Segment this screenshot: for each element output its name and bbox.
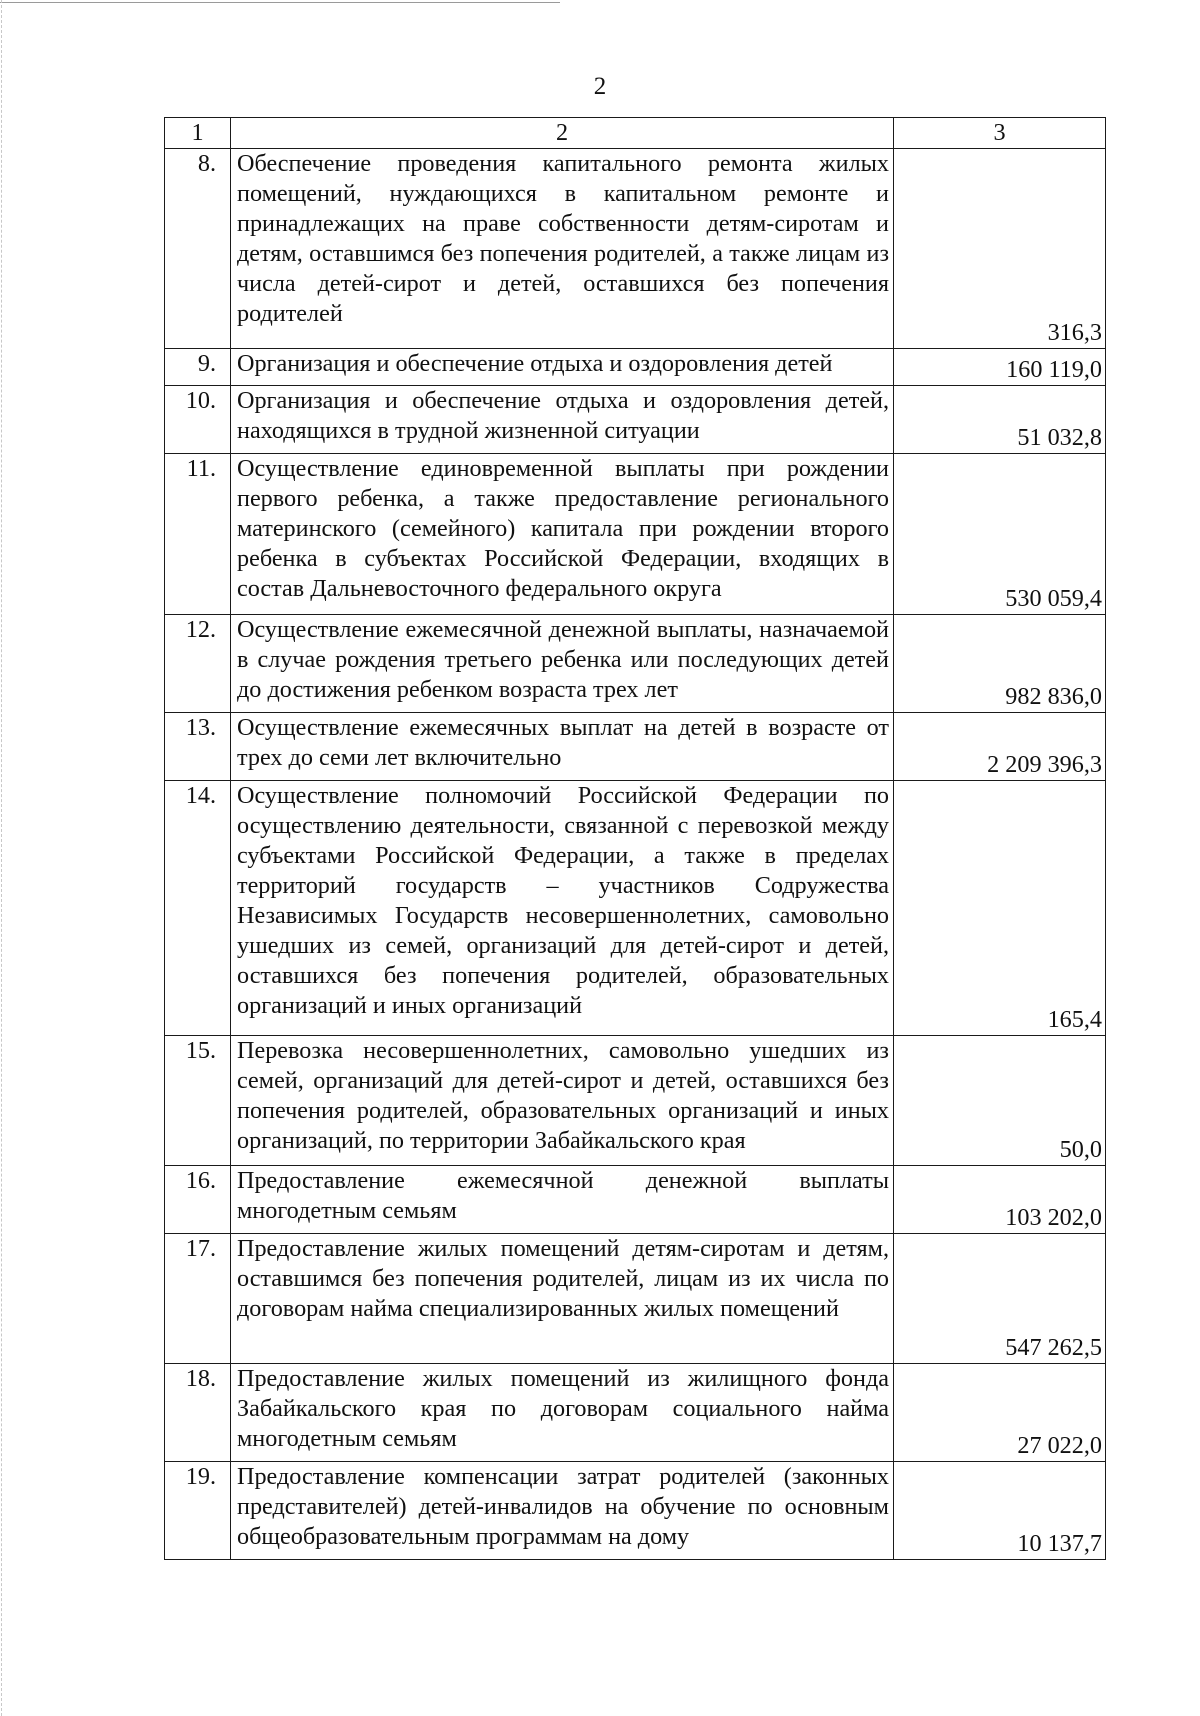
column-header-number: 1	[165, 118, 231, 149]
table-row	[165, 149, 1106, 349]
column-header-amount: 3	[894, 118, 1106, 149]
table-row	[165, 781, 1106, 1036]
row-amount: 165,4	[894, 781, 1106, 1036]
row-description: Предоставление жилых помещений детям-сиротам и детям, оставшимся без попечения родителей, лицам из их числа по договорам найма специализированных жилых помещений	[231, 1234, 894, 1364]
table-row	[165, 713, 1106, 781]
budget-table	[164, 117, 1106, 1560]
row-amount: 982 836,0	[894, 615, 1106, 713]
row-description: Предоставление жилых помещений из жилищного фонда Забайкальского края по договорам социального найма многодетным семьям	[231, 1364, 894, 1462]
row-description: Осуществление полномочий Российской Федерации по осуществлению деятельности, связанной с перевозкой между субъектами Российской Федерации, а также в пределах территорий государств – участников Содружества Независимых Государств несовершеннолетних, самовольно ушедших из семей, организаций для детей-сирот и детей, оставшихся без попечения родителей, образовательных организаций и иных организаций	[231, 781, 894, 1036]
row-amount: 50,0	[894, 1036, 1106, 1166]
row-number: 16.	[165, 1166, 231, 1234]
row-number: 14.	[165, 781, 231, 1036]
row-amount: 10 137,7	[894, 1462, 1106, 1560]
row-number: 15.	[165, 1036, 231, 1166]
row-description: Осуществление ежемесячных выплат на детей в возрасте от трех до семи лет включительно	[231, 713, 894, 781]
table-row	[165, 386, 1106, 454]
table-row	[165, 1036, 1106, 1166]
row-number: 18.	[165, 1364, 231, 1462]
row-number: 19.	[165, 1462, 231, 1560]
table-row	[165, 454, 1106, 615]
row-number: 11.	[165, 454, 231, 615]
table-row	[165, 1462, 1106, 1560]
page-number: 2	[593, 73, 607, 100]
table-header-row	[165, 118, 1106, 149]
row-number: 12.	[165, 615, 231, 713]
row-number: 13.	[165, 713, 231, 781]
row-amount: 2 209 396,3	[894, 713, 1106, 781]
row-description: Осуществление единовременной выплаты при рождении первого ребенка, а также предоставление регионального материнского (семейного) капитала при рождении второго ребенка в субъектах Российской Федерации, входящих в состав Дальневосточного федерального округа	[231, 454, 894, 615]
row-number: 8.	[165, 149, 231, 349]
row-description: Организация и обеспечение отдыха и оздоровления детей	[231, 349, 894, 386]
table-row	[165, 615, 1106, 713]
row-amount: 103 202,0	[894, 1166, 1106, 1234]
row-description: Осуществление ежемесячной денежной выплаты, назначаемой в случае рождения третьего ребенка или последующих детей до достижения ребенком возраста трех лет	[231, 615, 894, 713]
row-description: Обеспечение проведения капитального ремонта жилых помещений, нуждающихся в капитальном ремонте и принадлежащих на праве собственности детям-сиротам и детям, оставшимся без попечения родителей, а также лицам из числа детей-сирот и детей, оставшихся без попечения родителей	[231, 149, 894, 349]
scan-edge-top	[0, 2, 560, 3]
column-header-description: 2	[231, 118, 894, 149]
table-row	[165, 1364, 1106, 1462]
row-number: 9.	[165, 349, 231, 386]
row-amount: 51 032,8	[894, 386, 1106, 454]
row-description: Перевозка несовершеннолетних, самовольно ушедших из семей, организаций для детей-сирот и детей, оставшихся без попечения родителей, образовательных организаций и иных организаций, по территории Забайкальского края	[231, 1036, 894, 1166]
row-description: Предоставление ежемесячной денежной выплаты многодетным семьям	[231, 1166, 894, 1234]
row-description: Организация и обеспечение отдыха и оздоровления детей, находящихся в трудной жизненной ситуации	[231, 386, 894, 454]
row-amount: 27 022,0	[894, 1364, 1106, 1462]
scan-edge-left	[1, 0, 2, 1716]
row-number: 17.	[165, 1234, 231, 1364]
row-description: Предоставление компенсации затрат родителей (законных представителей) детей-инвалидов на обучение по основным общеобразовательным программам на дому	[231, 1462, 894, 1560]
row-amount: 316,3	[894, 149, 1106, 349]
row-amount: 547 262,5	[894, 1234, 1106, 1364]
row-number: 10.	[165, 386, 231, 454]
table-row	[165, 349, 1106, 386]
table-row	[165, 1166, 1106, 1234]
row-amount: 160 119,0	[894, 349, 1106, 386]
row-amount: 530 059,4	[894, 454, 1106, 615]
table-row	[165, 1234, 1106, 1364]
